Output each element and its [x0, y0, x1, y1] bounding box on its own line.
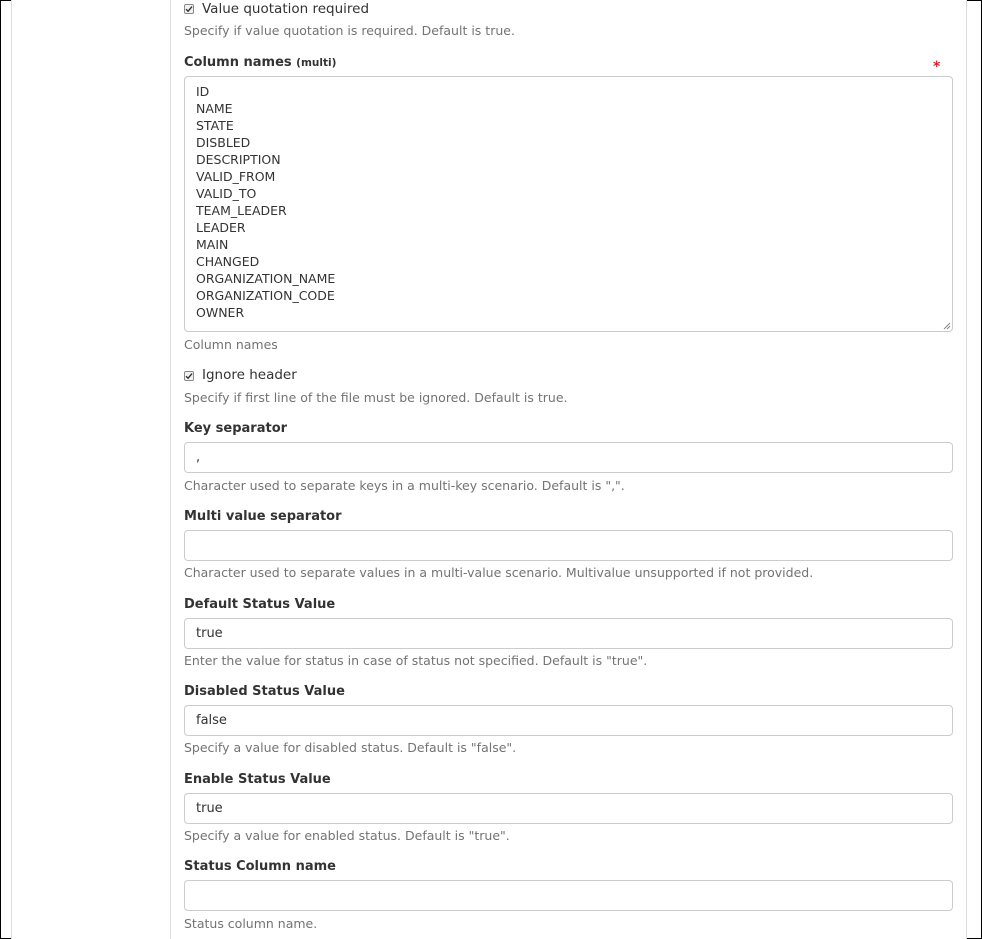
required-mark: * — [933, 59, 941, 75]
column-names-multi-tag: (multi) — [296, 57, 337, 69]
status-column-name-label: Status Column name — [184, 859, 336, 874]
multi-value-separator-label: Multi value separator — [184, 509, 342, 524]
column-name-line: NAME — [196, 101, 233, 116]
enable-status-value-input[interactable]: true — [184, 793, 953, 824]
value-quotation-help: Specify if value quotation is required. Default is true. — [184, 23, 515, 38]
left-sidebar — [11, 0, 171, 939]
status-column-name-input[interactable] — [184, 880, 953, 911]
column-name-line: DESCRIPTION — [196, 152, 281, 167]
column-name-line: LEADER — [196, 220, 246, 235]
column-name-line: ORGANIZATION_NAME — [196, 271, 336, 286]
value-quotation-checkbox[interactable] — [184, 4, 194, 14]
default-status-value-label: Default Status Value — [184, 597, 336, 612]
column-names-label-text: Column names — [184, 55, 292, 70]
resize-grip-icon[interactable] — [942, 321, 951, 330]
default-status-value-input[interactable]: true — [184, 618, 953, 649]
value-quotation-label[interactable]: Value quotation required — [202, 1, 370, 17]
column-names-lines — [196, 83, 941, 321]
key-separator-help: Character used to separate keys in a multi-key scenario. Default is ",". — [184, 478, 625, 493]
column-name-line: CHANGED — [196, 254, 260, 269]
checkmark-icon — [185, 5, 193, 13]
column-name-line: VALID_TO — [196, 186, 257, 201]
ignore-header-help: Specify if first line of the file must be ignored. Default is true. — [184, 390, 568, 405]
disabled-status-value-input[interactable]: false — [184, 705, 953, 736]
column-name-line: ORGANIZATION_CODE — [196, 288, 335, 303]
status-column-name-help: Status column name. — [184, 916, 318, 931]
key-separator-input[interactable]: , — [184, 442, 953, 473]
ignore-header-checkbox[interactable] — [184, 371, 194, 381]
key-separator-label: Key separator — [184, 421, 288, 436]
column-name-line: OWNER — [196, 305, 245, 320]
column-names-textarea[interactable] — [184, 76, 953, 332]
column-name-line: ID — [196, 84, 210, 99]
column-names-help: Column names — [184, 337, 278, 352]
ignore-header-label[interactable]: Ignore header — [202, 367, 297, 383]
multi-value-separator-help: Character used to separate values in a multi-value scenario. Multivalue unsupported if not provided. — [184, 565, 814, 580]
enable-status-value-help: Specify a value for enabled status. Default is "true". — [184, 828, 510, 843]
multi-value-separator-input[interactable] — [184, 530, 953, 561]
column-name-line: VALID_FROM — [196, 169, 276, 184]
disabled-status-value-help: Specify a value for disabled status. Default is "false". — [184, 740, 517, 755]
column-name-line: STATE — [196, 118, 234, 133]
default-status-value-help: Enter the value for status in case of status not specified. Default is "true". — [184, 653, 648, 668]
column-name-line: TEAM_LEADER — [196, 203, 287, 218]
checkmark-icon — [185, 372, 193, 380]
column-name-line: MAIN — [196, 237, 229, 252]
enable-status-value-label: Enable Status Value — [184, 772, 331, 787]
disabled-status-value-label: Disabled Status Value — [184, 684, 345, 699]
column-names-label — [184, 54, 336, 72]
column-name-line: DISBLED — [196, 135, 251, 150]
